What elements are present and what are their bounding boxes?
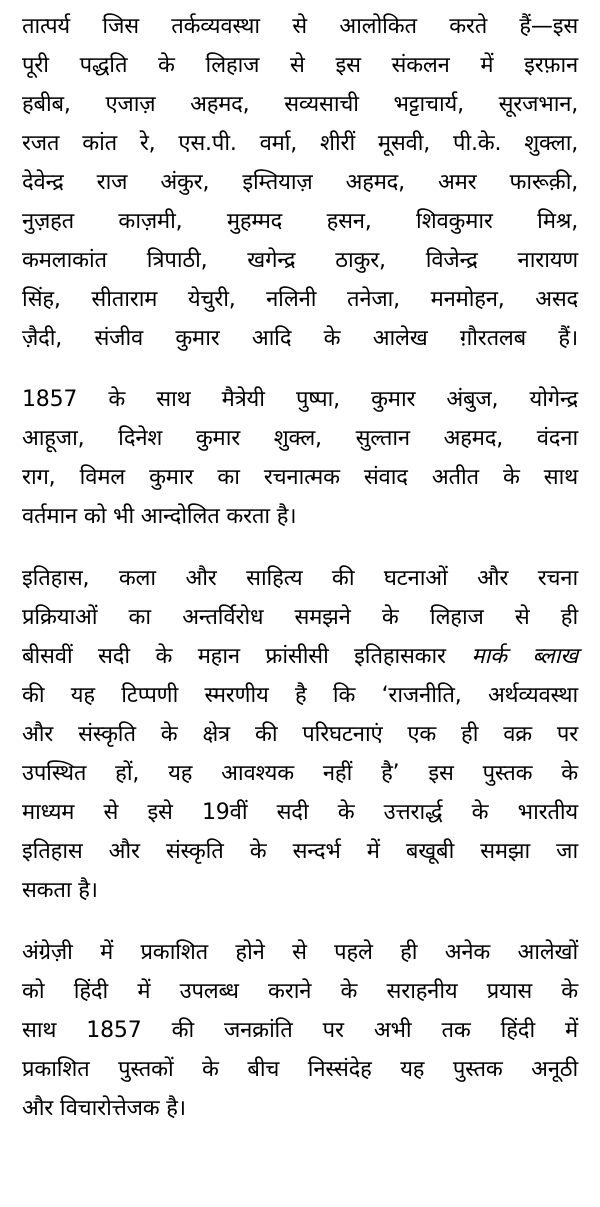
paragraph-3-line-3 bbox=[22, 638, 578, 676]
paragraph-1-line-2: पूरी पद्धति के लिहाज से इस संकलन में इरफ़ान bbox=[22, 53, 578, 78]
paragraph-2-line-1: 1857 के साथ मैत्रेयी पुष्पा, कुमार अंबुज, योगेन्द्र bbox=[22, 387, 578, 412]
paragraph-1-line-1: तात्पर्य जिस तर्कव्यवस्था से आलोकित करते हैं—इस bbox=[22, 14, 578, 39]
paragraph-3-line-2: प्रक्रियाओं का अन्तर्विरोध समझने के लिहाज से ही bbox=[22, 605, 578, 630]
paragraph-1-line-6: नुज़हत काज़मी, मुहम्मद हसन, शिवकुमार मिश्र, bbox=[22, 209, 578, 234]
paragraph-2-line-2: आहूजा, दिनेश कुमार शुक्ल, सुल्तान अहमद, वंदना bbox=[22, 426, 578, 451]
paragraph-3-line-1: इतिहास, कला और साहित्य की घटनाओं और रचना bbox=[22, 566, 578, 591]
paragraph-3-line-9: सकता है। bbox=[22, 878, 98, 903]
paragraph-1-line-3: हबीब, एजाज़ अहमद, सव्यसाची भट्टाचार्य, सूरजभान, bbox=[22, 92, 578, 117]
paragraph-1-line-7: कमलाकांत त्रिपाठी, खगेन्द्र ठाकुर, विजेन्द्र नारायण bbox=[22, 248, 578, 273]
paragraph-3-line-3-text: बीसवीं सदी के महान फ्रांसीसी इतिहासकार bbox=[22, 644, 446, 669]
paragraph-2-line-4: वर्तमान को भी आन्दोलित करता है। bbox=[22, 504, 297, 529]
paragraph-1-line-5: देवेन्द्र राज अंकुर, इम्तियाज़ अहमद, अमर फारूक़ी, bbox=[22, 170, 578, 195]
paragraph-2-line-3: राग, विमल कुमार का रचनात्मक संवाद अतीत के साथ bbox=[22, 465, 578, 490]
paragraph-3-line-7: माध्यम से इसे 19वीं सदी के उत्तरार्द्ध के भारतीय bbox=[22, 800, 578, 825]
paragraph-1-line-4: रजत कांत रे, एस.पी. वर्मा, शीरीं मूसवी, पी.के. शुक्ला, bbox=[22, 131, 578, 156]
historian-name: मार्क ब्लाख bbox=[471, 644, 578, 669]
paragraph-4-line-1: अंग्रेज़ी में प्रकाशित होने से पहले ही अनेक आलेखों bbox=[22, 940, 578, 965]
paragraph-4-line-3: साथ 1857 की जनक्रांति पर अभी तक हिंदी में bbox=[22, 1018, 578, 1043]
paragraph-4-line-5: और विचारोत्तेजक है। bbox=[22, 1096, 186, 1121]
paragraph-4-line-2: को हिंदी में उपलब्ध कराने के सराहनीय प्रयास के bbox=[22, 979, 578, 1004]
paragraph-3-line-8: इतिहास और संस्कृति के सन्दर्भ में बखूबी समझा जा bbox=[22, 839, 578, 864]
paragraph-4-line-4: प्रकाशित पुस्तकों के बीच निस्संदेह यह पुस्तक अनूठी bbox=[22, 1057, 578, 1082]
paragraph-3-line-6: उपस्थित हों, यह आवश्यक नहीं है’ इस पुस्तक के bbox=[22, 761, 578, 786]
paragraph-3-line-5: और संस्कृति के क्षेत्र की परिघटनाएं एक ही वक्र पर bbox=[22, 722, 578, 747]
paragraph-3-line-4: की यह टिप्पणी स्मरणीय है कि ‘राजनीति, अर्थव्यवस्था bbox=[22, 683, 578, 708]
paragraph-1-line-8: सिंह, सीताराम येचुरी, नलिनी तनेजा, मनमोहन, असद bbox=[22, 287, 578, 312]
paragraph-1-line-9: ज़ैदी, संजीव कुमार आदि के आलेख ग़ौरतलब हैं। bbox=[22, 326, 578, 351]
